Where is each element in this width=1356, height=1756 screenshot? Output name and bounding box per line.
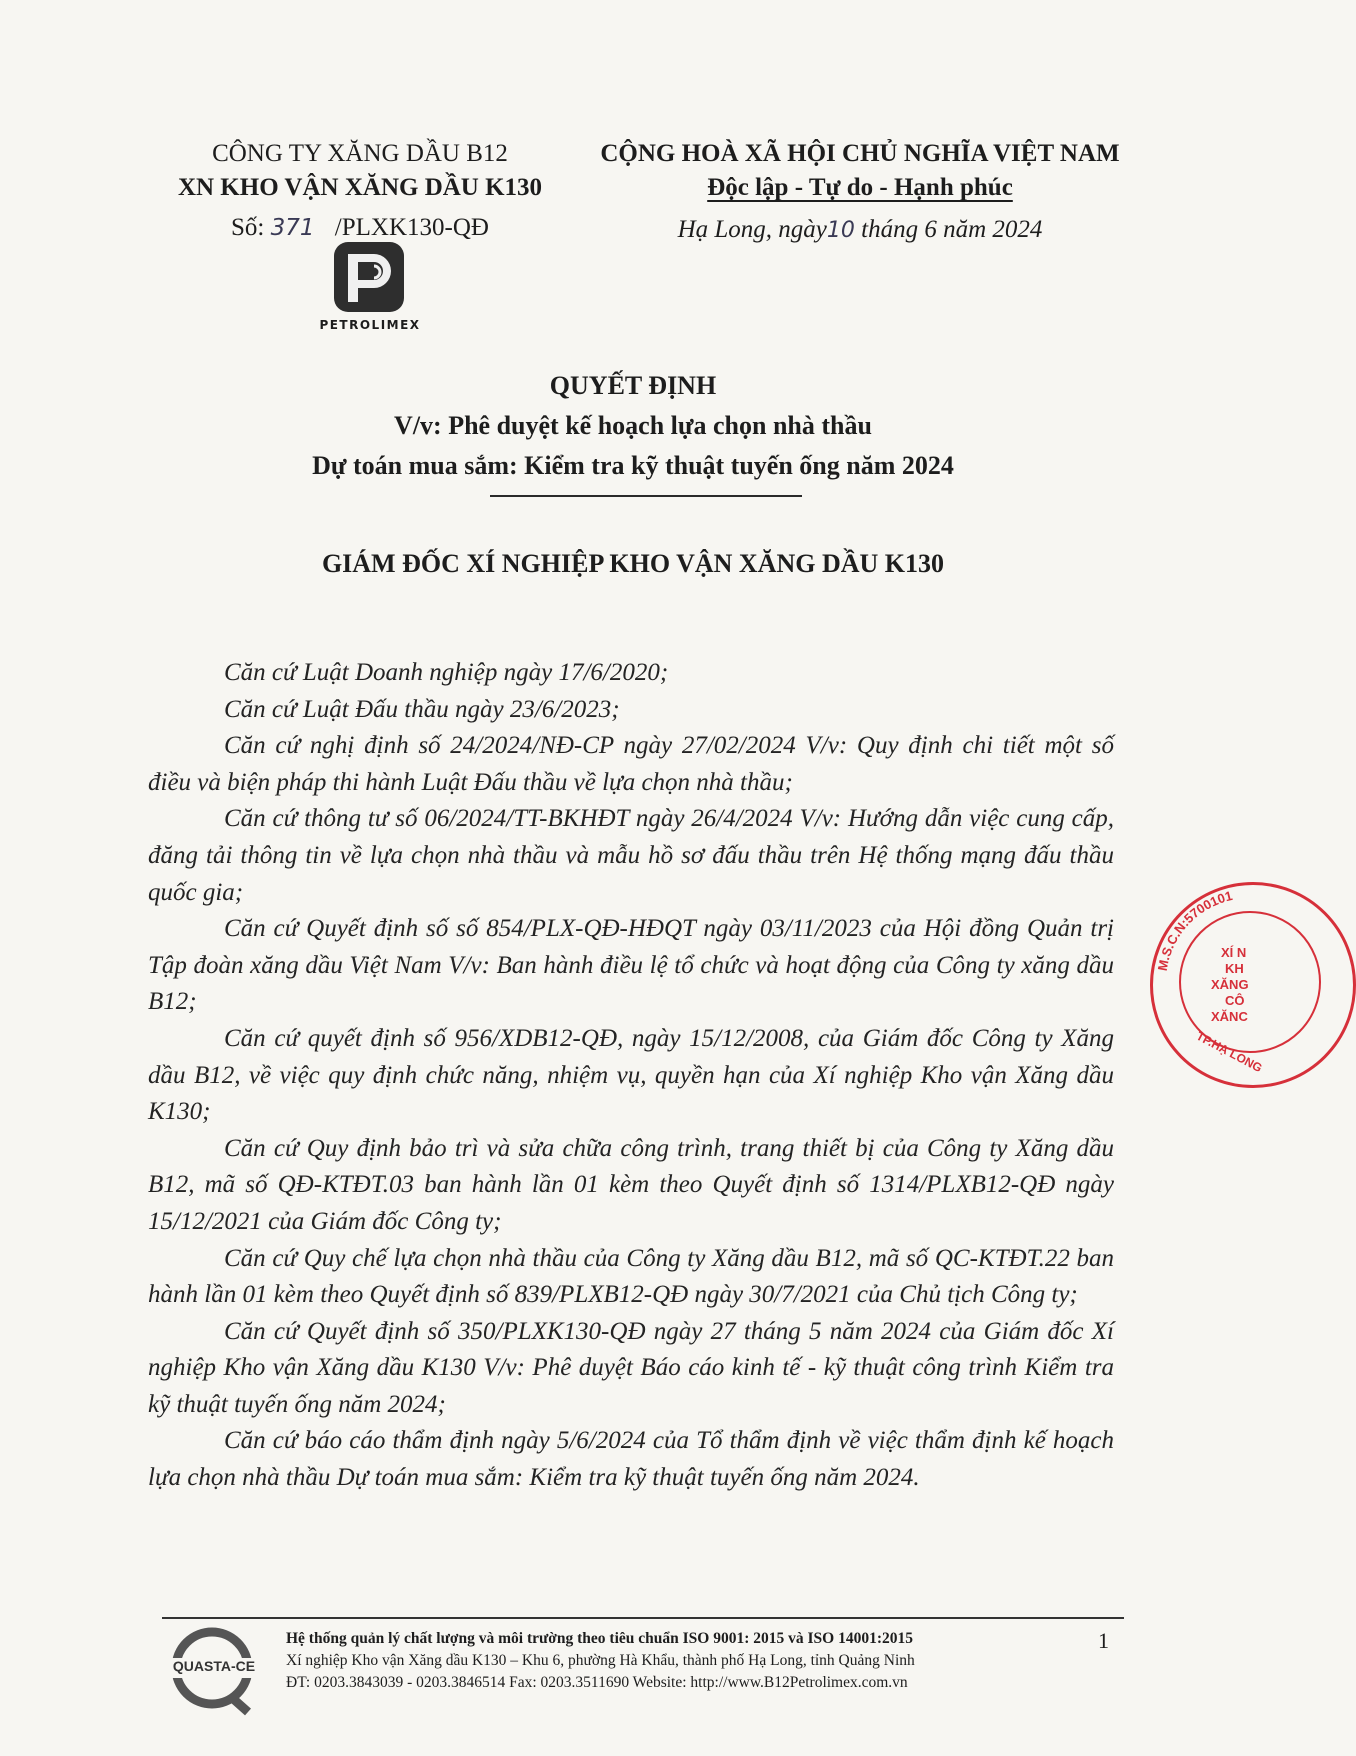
decision-title-block <box>150 366 1116 486</box>
footer-contact: ĐT: 0203.3843039 - 0203.3846514 Fax: 0203.3511690 Website: http://www.B12Petrolimex.com.vn <box>286 1674 908 1691</box>
company-unit: XN KHO VẬN XĂNG DẦU K130 <box>177 174 543 201</box>
quasta-logo-text: QUASTA-CE <box>172 1658 256 1674</box>
basis-paragraph: Căn cứ Luật Doanh nghiệp ngày 17/6/2020; <box>224 659 669 686</box>
basis-paragraph: Căn cứ Quyết định số số 854/PLX-QĐ-HĐQT ngày 03/11/2023 của Hội đồng Quản trị Tập đoàn xăng dầu Việt Nam V/v: Ban hành điều lệ tổ chức và hoạt động của Công ty xăng dầu B12; <box>148 915 1114 1016</box>
footer-text <box>286 1628 1086 1694</box>
decision-subject: V/v: Phê duyệt kế hoạch lựa chọn nhà thầu <box>394 411 872 440</box>
national-header <box>590 137 1130 248</box>
stamp-bottom-text: TP.HẠ LONG <box>1193 1028 1265 1076</box>
petrolimex-logo-icon <box>330 240 408 318</box>
number-prefix: Số: <box>231 214 265 241</box>
country-name: CỘNG HOÀ XÃ HỘI CHỦ NGHĨA VIỆT NAM <box>600 140 1120 167</box>
basis-paragraph: Căn cứ Quy chế lựa chọn nhà thầu của Công ty Xăng dầu B12, mã số QC-KTĐT.22 ban hành lần 01 kèm theo Quyết định số 839/PLXB12-QĐ ngày 30/7/2021 của Chủ tịch Công ty; <box>148 1244 1114 1309</box>
title-rule <box>490 495 802 497</box>
issue-date: Hạ Long, ngày10 tháng 6 năm 2024 <box>677 216 1043 243</box>
basis-paragraph: Căn cứ Luật Đấu thầu ngày 23/6/2023; <box>224 695 620 723</box>
company-stamp <box>1150 882 1356 1088</box>
basis-paragraph: Căn cứ nghị định số 24/2024/NĐ-CP ngày 27/02/2024 V/v: Quy định chi tiết một số điều và biện pháp thi hành Luật Đấu thầu về lựa chọn nhà thầu; <box>148 732 1114 796</box>
logo-caption: PETROLIMEX <box>319 318 421 332</box>
company-header <box>160 137 560 245</box>
basis-paragraph: Căn cứ báo cáo thẩm định ngày 5/6/2024 của Tổ thẩm định về việc thẩm định kế hoạch lựa chọn nhà thầu Dự toán mua sắm: Kiểm tra kỹ thuật tuyến ống năm 2024. <box>148 1427 1114 1492</box>
number-suffix: /PLXK130-QĐ <box>334 214 489 241</box>
stamp-inner-text: XÍ N KH XĂNG CÔ XĂNC <box>1211 945 1249 1024</box>
basis-paragraph: Căn cứ quyết định số 956/XDB12-QĐ, ngày 15/12/2008, của Giám đốc Công ty Xăng dầu B12, về việc quy định chức năng, nhiệm vụ, quyền hạn của Xí nghiệp Kho vận Xăng dầu K130; <box>148 1024 1114 1126</box>
basis-paragraph: Căn cứ Quyết định số 350/PLXK130-QĐ ngày 27 tháng 5 năm 2024 của Giám đốc Xí nghiệp Kho vận Xăng dầu K130 V/v: Phê duyệt Báo cáo kinh tế - kỹ thuật công trình Kiểm tra kỹ thuật tuyến ống năm 2024; <box>148 1317 1114 1418</box>
quasta-logo <box>160 1626 270 1714</box>
petrolimex-logo <box>330 240 408 318</box>
footer-iso: Hệ thống quản lý chất lượng và môi trường theo tiêu chuẩn ISO 9001: 2015 và ISO 14001:2015 <box>286 1630 913 1647</box>
authority-heading: GIÁM ĐỐC XÍ NGHIỆP KHO VẬN XĂNG DẦU K130 <box>321 549 945 578</box>
footer-address: Xí nghiệp Kho vận Xăng dầu K130 – Khu 6, phường Hà Khẩu, thành phố Hạ Long, tỉnh Quảng Ninh <box>286 1652 915 1669</box>
date-day-handwritten: 10 <box>826 218 855 243</box>
basis-paragraph: Căn cứ Quy định bảo trì và sửa chữa công trình, trang thiết bị của Công ty Xăng dầu B12, mã số QĐ-KTĐT.03 ban hành lần 01 kèm theo Quyết định số 1314/PLXB12-QĐ ngày 15/12/2021 của Giám đốc Công ty; <box>148 1134 1114 1235</box>
number-handwritten: 371 <box>270 215 315 241</box>
national-motto: Độc lập - Tự do - Hạnh phúc <box>707 174 1013 201</box>
decision-estimate: Dự toán mua sắm: Kiểm tra kỹ thuật tuyến ống năm 2024 <box>312 451 954 480</box>
stamp-ring-icon <box>1150 882 1350 1082</box>
stamp-ring-text: M.S.C.N:5700101 <box>1154 887 1234 973</box>
basis-paragraph: Căn cứ thông tư số 06/2024/TT-BKHĐT ngày 26/4/2024 V/v: Hướng dẫn việc cung cấp, đăng tải thông tin về lựa chọn nhà thầu và mẫu hồ sơ đấu thầu trên Hệ thống mạng đấu thầu quốc gia; <box>148 805 1114 906</box>
page-number: 1 <box>1098 1628 1109 1653</box>
footer-rule <box>162 1617 1124 1619</box>
decision-title: QUYẾT ĐỊNH <box>549 371 717 400</box>
legal-basis <box>148 655 1114 1497</box>
company-parent: CÔNG TY XĂNG DẦU B12 <box>212 140 508 167</box>
